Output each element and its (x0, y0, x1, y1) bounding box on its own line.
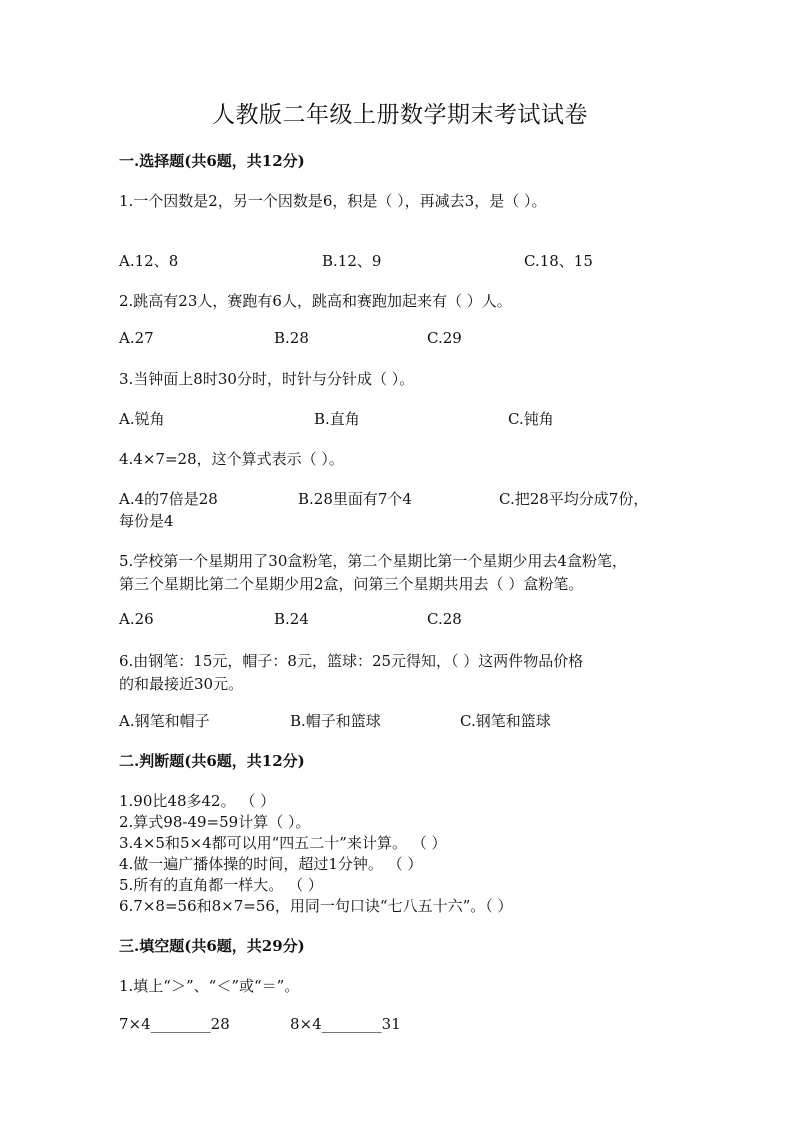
fill-blank-item: 8×4________31 (290, 1015, 401, 1033)
question-stem: 3.当钟面上8时30分时，时针与分针成（ ）。 (119, 370, 415, 388)
judgement-item: 6.7×8=56和8×7=56，用同一句口诀“七八五十六”。（ ） (119, 897, 513, 915)
question-stem: 1.填上“＞”、“＜”或“＝”。 (119, 977, 300, 995)
judgement-item: 5.所有的直角都一样大。 （ ） (119, 876, 323, 894)
option-b: B.帽子和篮球 (290, 712, 381, 730)
option-c: C.18、15 (524, 252, 593, 270)
option-a: A.4的7倍是28 (119, 490, 218, 508)
option-c: C.28 (427, 610, 462, 628)
section-heading-fill-blank: 三.填空题(共6题，共29分) (119, 937, 305, 955)
question-stem-line-2: 第三个星期比第二个星期少用2盒，问第三个星期共用去（ ）盒粉笔。 (119, 575, 584, 593)
question-stem: 2.跳高有23人，赛跑有6人，跳高和赛跑加起来有（ ）人。 (119, 292, 512, 310)
option-b: B.12、9 (322, 252, 382, 270)
option-a: A.27 (119, 329, 154, 347)
exam-title: 人教版二年级上册数学期末考试试卷 (212, 102, 588, 128)
judgement-item: 3.4×5和5×4都可以用“四五二十”来计算。 （ ） (119, 834, 447, 852)
option-c: C.钝角 (508, 410, 554, 428)
judgement-item: 4.做一遍广播体操的时间，超过1分钟。 （ ） (119, 855, 423, 873)
question-stem: 4.4×7=28，这个算式表示（ ）。 (119, 450, 344, 468)
question-stem-line-2: 的和最接近30元。 (119, 675, 244, 693)
option-b: B.直角 (314, 410, 360, 428)
section-heading-choice: 一.选择题(共6题，共12分) (119, 152, 305, 170)
question-stem: 1.一个因数是2，另一个因数是6，积是（ ），再减去3，是（ ）。 (119, 192, 547, 210)
option-c: C.钢笔和篮球 (460, 712, 551, 730)
option-c: C.把28平均分成7份， (499, 490, 649, 508)
option-c-continued: 每份是4 (119, 512, 174, 530)
section-heading-judgement: 二.判断题(共6题，共12分) (119, 752, 305, 770)
fill-blank-item: 7×4________28 (119, 1015, 230, 1033)
judgement-item: 1.90比48多42。 （ ） (119, 792, 276, 810)
option-c: C.29 (427, 329, 462, 347)
option-a: A.26 (119, 610, 154, 628)
question-stem: 6.由钢笔：15元，帽子：8元，篮球：25元得知，（ ）这两件物品价格 (119, 652, 584, 670)
option-a: A.锐角 (119, 410, 165, 428)
option-b: B.24 (274, 610, 309, 628)
question-stem: 5.学校第一个星期用了30盒粉笔，第二个星期比第一个星期少用去4盒粉笔， (119, 552, 627, 570)
option-a: A.钢笔和帽子 (119, 712, 210, 730)
option-a: A.12、8 (119, 252, 179, 270)
judgement-item: 2.算式98-49=59计算（ ）。 (119, 813, 311, 831)
option-b: B.28里面有7个4 (298, 490, 412, 508)
option-b: B.28 (274, 329, 309, 347)
